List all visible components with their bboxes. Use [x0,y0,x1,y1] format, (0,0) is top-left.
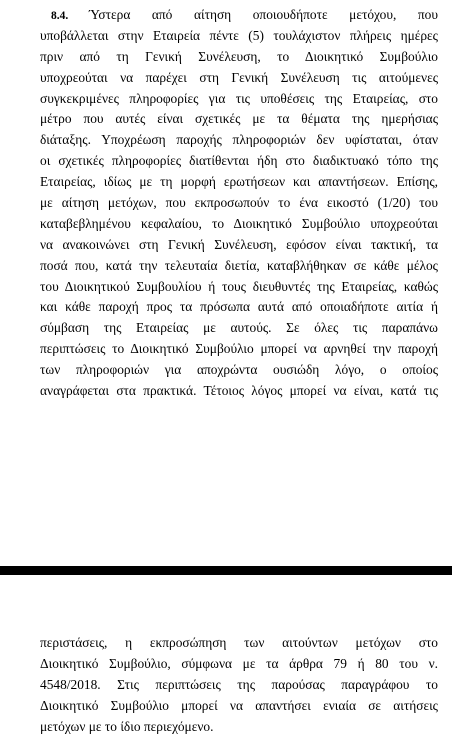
paragraph-line: των πληροφοριών για αποχρώντα ουσιώδη λόγο, ο οποίος [40,362,438,378]
paragraph-line: με αίτηση μετόχων, που εκπροσωπούν το ένα εικοστό (1/20) του [40,195,438,211]
paragraph-line: 8.4. Ύστερα από αίτηση οποιουδήποτε μετόχου, που [40,5,438,26]
paragraph-line: διάταξης. Υποχρέωση παροχής πληροφοριών δεν υφίσταται, όταν [40,132,438,148]
paragraph-line: μετόχων με το ίδιο περιεχόμενο. [40,718,214,734]
paragraph-line: του Διοικητικού Συμβουλίου ή τους διευθυντές της Εταιρείας, καθώς [40,278,438,294]
paragraph-line: περιπτώσεις το Διοικητικό Συμβούλιο μπορεί να αρνηθεί την παροχή [40,341,438,357]
paragraph-line: υποχρεούται να παρέχει στη Γενική Συνέλευση τις αιτούμενες [40,69,438,85]
paragraph-line: και κάθε παροχή προς τα πρόσωπα αυτά από οποιαδήποτε αιτία ή [40,299,438,315]
paragraph-line: ποσά που, κατά την τελευταία διετία, καταβλήθηκαν σε κάθε μέλος [40,257,438,273]
section-8-4-paragraph [40,5,438,402]
page-gap [0,575,452,635]
paragraph-line: Διοικητικό Συμβούλιο μπορεί να απαντήσει ενιαία σε αιτήσεις [40,697,438,713]
page-break-bar [0,566,452,575]
section-8-4-continuation [40,633,438,737]
paragraph-line: 4548/2018. Στις περιπτώσεις της παρούσας παραγράφου το [40,676,438,692]
paragraph-line: περιστάσεις, η εκπροσώπηση των αιτούντων μετόχων στο [40,635,438,650]
paragraph-line: καταβεβλημένου κεφαλαίου, το Διοικητικό Συμβούλιο υποχρεούται [40,215,438,231]
paragraph-line: να ανακοινώνει στη Γενική Συνέλευση, εφόσον είναι τακτική, τα [40,236,438,252]
paragraph-line: συγκεκριμένες πληροφορίες για τις υποθέσεις της Εταιρείας, στο [40,90,438,106]
paragraph-line: σύμβαση της Εταιρείας με αυτούς. Σε όλες τις παραπάνω [40,320,438,336]
paragraph-line: υποβάλλεται στην Εταιρεία πέντε (5) τουλάχιστον πλήρεις ημέρες [40,27,438,43]
section-number: 8.4. [51,10,69,22]
paragraph-line: Εταιρείας, ιδίως με τη μορφή ερωτήσεων και απαντήσεων. Επίσης, [40,174,438,190]
paragraph-line: μέτρο που αυτές είναι σχετικές με τα θέματα της ημερήσιας [40,111,438,127]
paragraph-line: οι σχετικές πληροφορίες διατίθενται ήδη στο διαδικτυακό τόπο της [40,153,438,169]
paragraph-line: πριν από τη Γενική Συνέλευση, το Διοικητικό Συμβούλιο [40,48,438,64]
paragraph-line: Διοικητικό Συμβούλιο, σύμφωνα με τα άρθρα 79 ή 80 του ν. [40,655,438,671]
paragraph-line: αναγράφεται στα πρακτικά. Τέτοιος λόγος μπορεί να είναι, κατά τις [40,383,438,399]
